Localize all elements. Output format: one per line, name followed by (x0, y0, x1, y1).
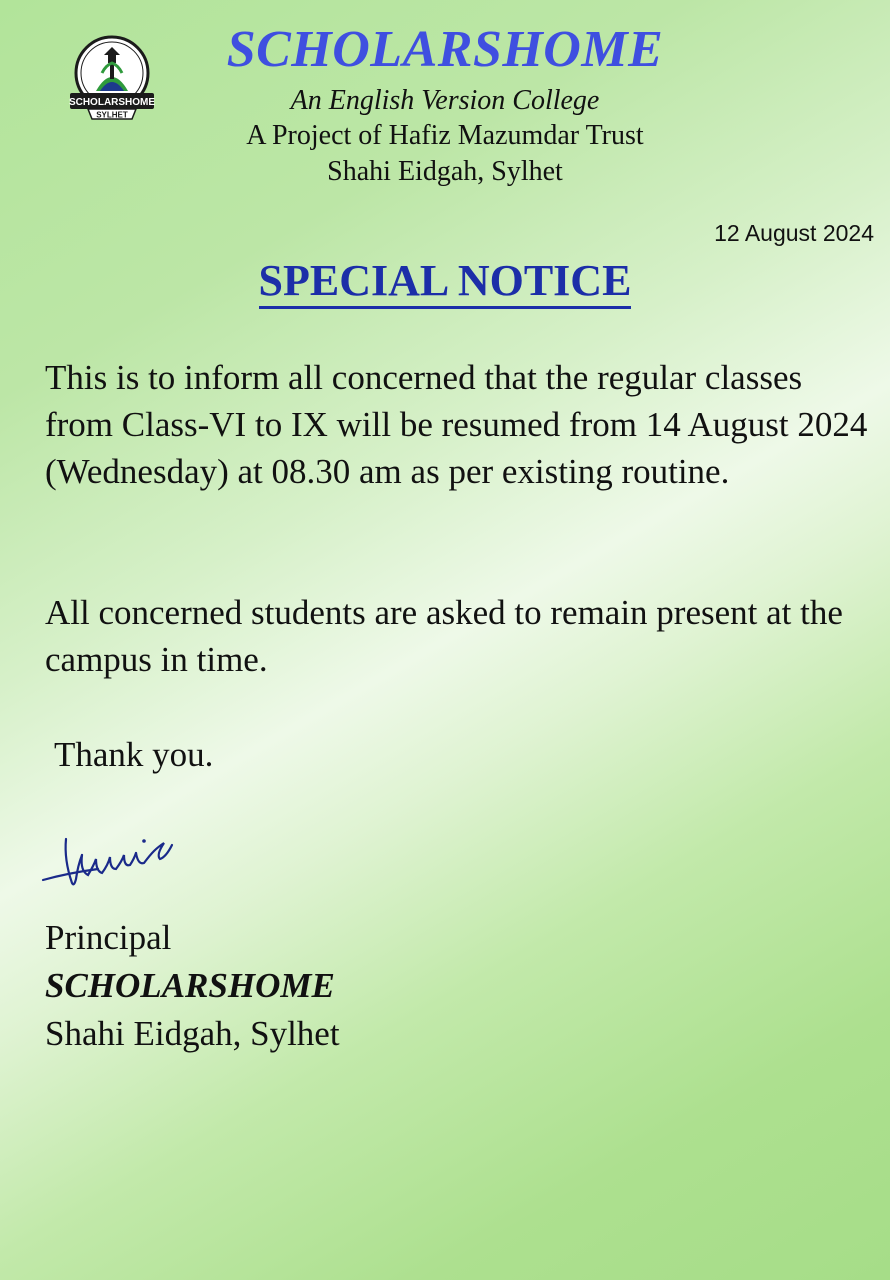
notice-title (0, 253, 890, 309)
closing-text: Thank you. (54, 735, 214, 774)
signatory-address: Shahi Eidgah, Sylhet (45, 1014, 340, 1053)
location-line: Shahi Eidgah, Sylhet (327, 156, 563, 187)
logo-banner-text: SCHOLARSHOME (68, 97, 156, 108)
signatory-title: Principal (45, 918, 172, 957)
notice-paragraph-2: All concerned students are asked to remain present at the campus in time. (45, 593, 843, 679)
signatory-institution: SCHOLARSHOME (45, 966, 335, 1005)
school-name: SCHOLARSHOME (226, 21, 664, 78)
notice-title-text: SPECIAL NOTICE (259, 256, 632, 309)
tagline: An English Version College (290, 85, 600, 116)
notice-date: 12 August 2024 (714, 220, 874, 246)
project-line: A Project of Hafiz Mazumdar Trust (246, 120, 644, 151)
signature-icon (38, 825, 183, 900)
notice-paragraph-1: This is to inform all concerned that the regular classes from Class-VI to IX will be resumed from 14 August 2024 (Wednesday) at 08.30 am as per existing routine. (45, 358, 868, 491)
logo-subtext: SYLHET (96, 110, 128, 120)
